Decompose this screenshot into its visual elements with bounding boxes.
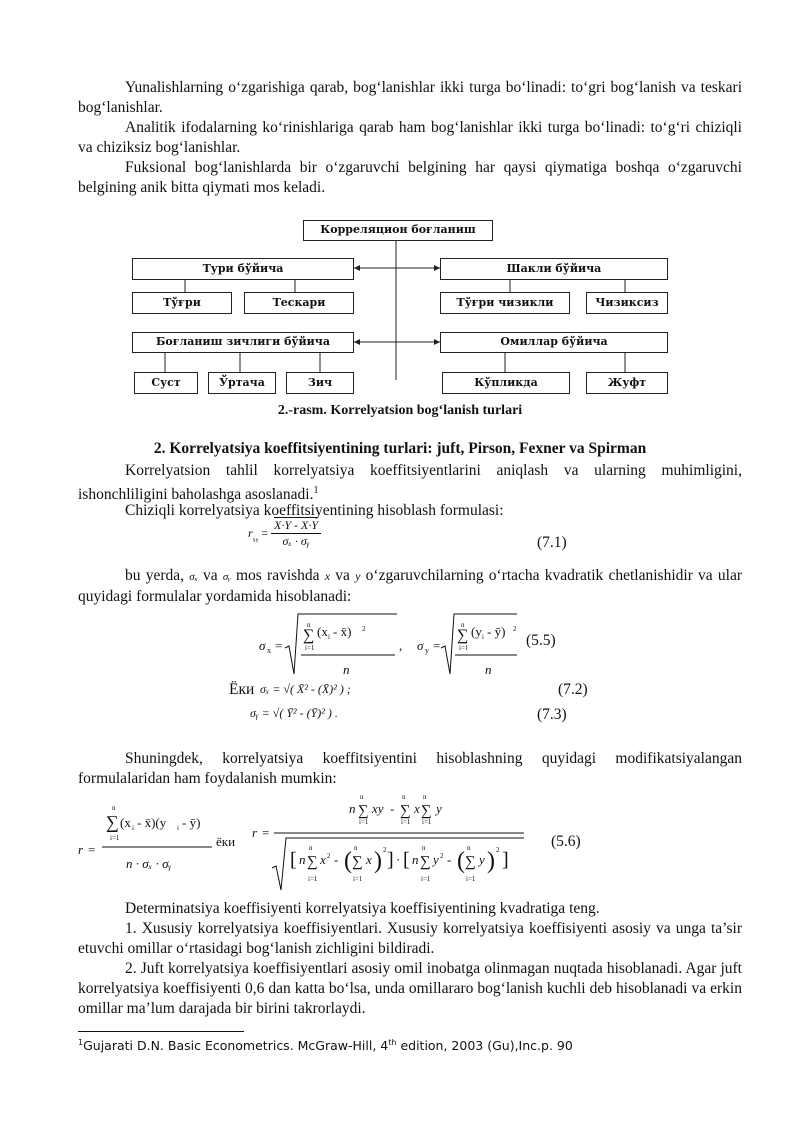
svg-text:2: 2	[440, 852, 444, 860]
paragraph-10: 2. Juft korrelyatsiya koeffisiyentlari asosiy omil inobatga olinmagan nuqtada hisoblanadi. Agar juft korrelyatsiya koeffisiyenti 0,6 dan katta bo‘lsa, unda omillararo bog‘lanish kuchli deb hisoblanadi va erkin omillar ma’lum darajada bir birini takrorlaydi.	[78, 960, 742, 1017]
svg-text:i=1: i=1	[466, 875, 476, 883]
diagram-multiple-box: Кўпликда	[442, 372, 570, 394]
svg-text:(x: (x	[317, 624, 328, 639]
svg-text:i: i	[177, 824, 179, 832]
p6-d: va	[335, 567, 350, 584]
svg-text:n: n	[467, 844, 471, 852]
p6-e: o‘zgaruvchilarning o‘rtacha kvadratik chetlanishidir va ular quyidagi formulalar yordamida hisoblanadi:	[78, 567, 742, 605]
footnote-text-a: Gujarati D.N. Basic Econometrics. McGraw-Hill, 4	[83, 1038, 389, 1054]
svg-text:-: -	[390, 801, 395, 816]
p6-b: va	[202, 567, 218, 584]
equation-number-5-6: (5.6)	[551, 833, 581, 850]
svg-text:-: -	[447, 852, 452, 867]
formula-7-3: σᵧ = √( Ȳ² - (Ȳ)² ) .	[250, 706, 338, 720]
svg-text:r: r	[252, 825, 258, 840]
footnote-sup: th	[388, 1038, 397, 1047]
formula-5-6	[74, 786, 544, 896]
svg-text:i: i	[132, 824, 134, 832]
diagram-form-box: Шакли бўйича	[440, 258, 668, 280]
formula-7-2: σₓ = √( X̄² - (X̄)² ) ;	[260, 682, 351, 696]
paragraph-9: 1. Xususiy korrelyatsiya koeffisiyentlari. Xususiy korrelyatsiya koeffisiyenti asosiy va unga ta’sir etuvchi omillar o‘rtasidagi bog‘lanish zichligini bildiradi.	[78, 920, 742, 957]
svg-text:∑: ∑	[307, 854, 318, 870]
svg-text:n: n	[309, 844, 313, 852]
paragraph-7: Shuningdek, korrelyatsiya koeffitsiyentini hisoblashning quyidagi modifikatsiyalangan formulalaridan ham foydalanish mumkin:	[78, 750, 742, 787]
formula-5-5	[255, 606, 525, 682]
svg-text:x: x	[320, 852, 326, 867]
svg-text:n: n	[402, 793, 406, 801]
footnote-mark: 1	[78, 1038, 84, 1047]
svg-text:n: n	[423, 793, 427, 801]
paragraph-3: Fuksional bog‘lanishlarda bir o‘zgaruvchi belgining har qaysi qiymatiga boshqa o‘zgaruvchi belgining anik bitta qiymati mos keladi.	[78, 159, 742, 196]
svg-text:(y: (y	[471, 624, 482, 639]
svg-text:2: 2	[327, 852, 331, 860]
paragraph-8: Determinatsiya koeffisiyenti korrelyatsiya koeffisiyentining kvadratiga teng.	[125, 900, 600, 917]
svg-text:]: ]	[387, 849, 394, 871]
svg-text:n: n	[360, 793, 364, 801]
svg-text:∑: ∑	[352, 854, 363, 870]
svg-text:i=1: i=1	[305, 644, 315, 652]
svg-text:=: =	[275, 638, 283, 653]
svg-text:i=1: i=1	[110, 834, 120, 842]
svg-text:y: y	[479, 852, 485, 867]
svg-text:2: 2	[383, 846, 387, 854]
diagram-nonlinear-box: Чизиксиз	[586, 292, 668, 314]
equation-number-7-2: (7.2)	[558, 681, 588, 698]
or-label-2: ёки	[216, 834, 236, 849]
svg-text:i=1: i=1	[353, 875, 363, 883]
svg-text:∑: ∑	[457, 627, 469, 644]
diagram-factors-box: Омиллар бўйича	[440, 332, 668, 353]
svg-text:2: 2	[496, 846, 500, 854]
diagram-strong-box: Зич	[286, 372, 354, 394]
svg-text:x: x	[267, 646, 271, 655]
svg-text:[: [	[290, 849, 297, 871]
svg-text:i=1: i=1	[422, 818, 432, 826]
svg-text:i=1: i=1	[401, 818, 411, 826]
diagram-direct-box: Тўғри	[132, 292, 232, 314]
svg-text:∑: ∑	[358, 803, 369, 819]
equation-number-7-1: (7.1)	[537, 534, 567, 551]
formula-7-1: $r_{_xᵧ}$ = $\frac{X\cdot Y - X\cdot Y}{\text{σₓ · σᵧ}}$	[248, 518, 321, 549]
svg-text:(x: (x	[120, 815, 131, 830]
footnote-text-b: edition, 2003 (Gu),Inc.p. 90	[396, 1038, 573, 1054]
footnote-ref: 1	[313, 485, 319, 496]
svg-text:∑: ∑	[303, 627, 315, 644]
paragraph-1: Yunalishlarning o‘zgarishiga qarab, bog‘lanishlar ikki turga bo‘linadi: to‘gri bog‘lanish va teskari bog‘lanishlar.	[78, 79, 742, 116]
diagram-pair-box: Жуфт	[586, 372, 668, 394]
svg-text:2: 2	[362, 625, 366, 633]
svg-text:r: r	[78, 842, 84, 857]
svg-text:i=1: i=1	[359, 818, 369, 826]
svg-text:): )	[487, 848, 495, 874]
svg-text:n: n	[485, 662, 492, 677]
svg-text:[: [	[403, 849, 410, 871]
diagram-strength-box: Боғланиш зичлиги бўйича	[132, 332, 354, 353]
diagram-root-box: Корреляцион боғланиш	[303, 220, 493, 241]
svg-text:y: y	[433, 852, 439, 867]
svg-text:(: (	[344, 848, 352, 874]
paragraph-5: Chiziqli korrelyatsiya koeffitsiyentining hisoblash formulasi:	[125, 502, 504, 519]
svg-text:- ȳ): - ȳ)	[182, 815, 201, 830]
paragraph-4	[78, 461, 742, 505]
svg-text:): )	[374, 848, 382, 874]
diagram-linear-box: Тўғри чизикли	[440, 292, 570, 314]
svg-text:2: 2	[513, 625, 517, 633]
svg-text:- ȳ): - ȳ)	[487, 624, 506, 639]
diagram-weak-box: Суст	[134, 372, 198, 394]
svg-text:=: =	[433, 638, 441, 653]
svg-text:x: x	[414, 801, 420, 816]
p6-c: mos ravishda	[235, 567, 320, 584]
svg-text:n: n	[307, 621, 311, 629]
svg-text:i: i	[328, 633, 330, 641]
svg-text:=: =	[88, 842, 96, 857]
section-title: 2. Korrelyatsiya koeffitsiyentining turlari: juft, Pirson, Fexner va Spirman	[153, 440, 647, 457]
svg-text:∑: ∑	[465, 854, 476, 870]
svg-text:-: -	[334, 852, 339, 867]
svg-text:n: n	[299, 852, 306, 867]
or-label: Ёки	[229, 681, 255, 698]
svg-text:y: y	[425, 646, 429, 655]
svg-text:·: ·	[396, 852, 401, 867]
correlation-diagram	[122, 214, 678, 400]
p6-a: bu yerda,	[125, 567, 184, 584]
svg-text:xy: xy	[372, 801, 384, 816]
svg-text:=: =	[262, 825, 270, 840]
svg-text:∑: ∑	[400, 803, 411, 819]
paragraph-4-text: Korrelyatsion tahlil korrelyatsiya koeffitsiyentlarini aniqlash va ularning muhimligini, ishonchliligini baholashga asoslanadi.	[78, 462, 742, 504]
svg-text:n: n	[412, 852, 419, 867]
svg-text:σ: σ	[259, 638, 266, 653]
svg-text:∑: ∑	[420, 854, 431, 870]
svg-text:i=1: i=1	[459, 644, 469, 652]
svg-text:(: (	[457, 848, 465, 874]
diagram-type-box: Тури бўйича	[132, 258, 354, 280]
svg-text:n: n	[354, 844, 358, 852]
svg-text:]: ]	[502, 849, 509, 871]
svg-text:i: i	[482, 633, 484, 641]
svg-text:n · σₓ · σᵧ: n · σₓ · σᵧ	[126, 856, 172, 871]
svg-text:n: n	[112, 804, 116, 812]
svg-text:∑: ∑	[421, 803, 432, 819]
diagram-medium-box: Ўртача	[208, 372, 276, 394]
svg-text:i=1: i=1	[308, 875, 318, 883]
equation-number-5-5: (5.5)	[526, 632, 556, 649]
footnote-divider	[78, 1031, 244, 1032]
diagram-inverse-box: Тескари	[244, 292, 354, 314]
svg-text:n: n	[349, 801, 356, 816]
svg-text:n: n	[343, 662, 350, 677]
svg-text:∑: ∑	[106, 812, 119, 832]
figure-caption: 2.-rasm. Korrelyatsion bog‘lanish turlari	[277, 403, 523, 418]
equation-number-7-3: (7.3)	[537, 706, 567, 723]
svg-text:n: n	[461, 621, 465, 629]
svg-text:i=1: i=1	[421, 875, 431, 883]
svg-text:σ: σ	[417, 638, 424, 653]
paragraph-2: Analitik ifodalarning ko‘rinishlariga qarab ham bog‘lanishlar ikki turga bo‘linadi: to‘g‘ri chiziqli va chiziksiz bog‘lanishlar.	[78, 119, 742, 156]
footnote	[78, 1038, 573, 1053]
svg-text:y: y	[436, 801, 442, 816]
paragraph-6: bu yerda, σₓ va σᵧ mos ravishda x va y o‘zgaruvchilarning o‘rtacha kvadratik chetlanishidir va ular quyidagi formulalar yordamida hisoblanadi:	[78, 567, 742, 605]
svg-text:,: ,	[399, 638, 403, 653]
svg-text:n: n	[422, 844, 426, 852]
svg-text:x: x	[366, 852, 372, 867]
svg-text:- x̄): - x̄)	[333, 624, 352, 639]
svg-text:- x̄)(y: - x̄)(y	[137, 815, 167, 830]
